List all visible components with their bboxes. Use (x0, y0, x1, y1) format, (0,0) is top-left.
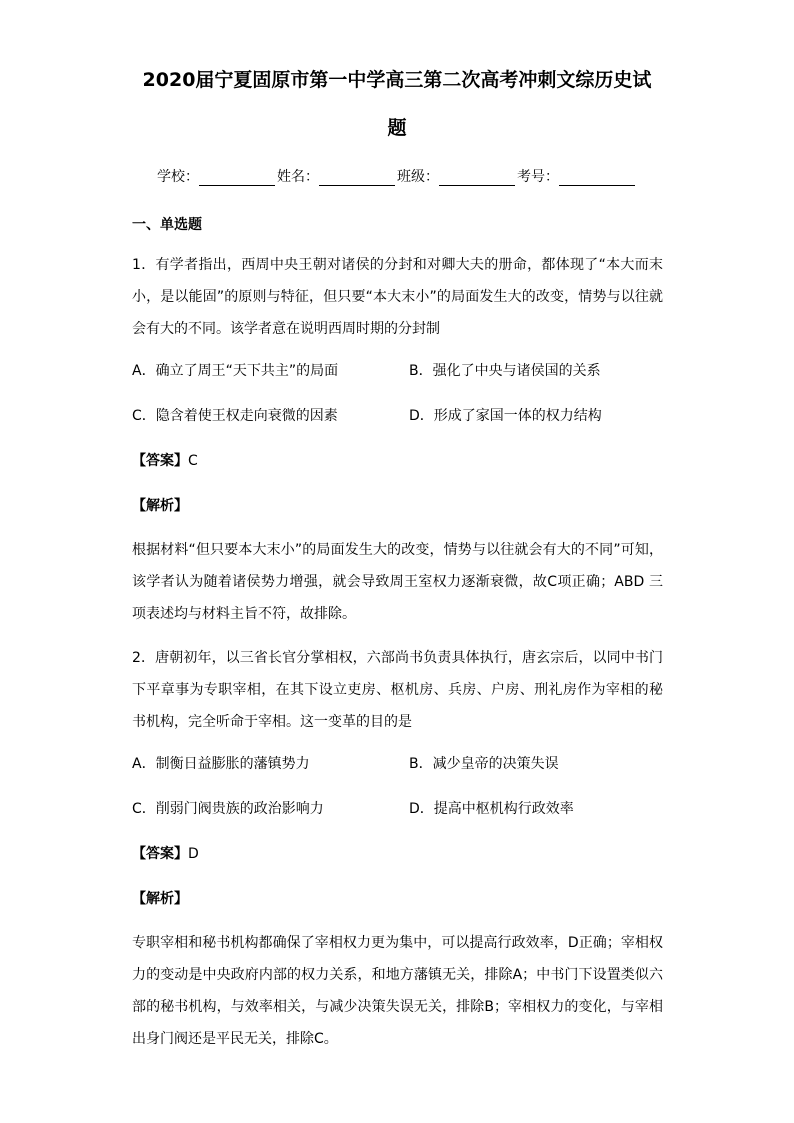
exam-title-line2: 题 (387, 117, 407, 139)
question-1-option-c: C．隐含着使王权走向衰微的因素 (132, 408, 338, 424)
number-field (517, 166, 637, 186)
number-label: 考号： (517, 169, 559, 185)
class-blank (439, 171, 515, 186)
class-label: 班级： (397, 169, 439, 185)
answer-label: 【答案】 (132, 453, 188, 469)
name-blank (319, 171, 395, 186)
question-1-stem: 1．有学者指出，西周中央王朝对诸侯的分封和对卿大夫的册命，都体现了“本大而末小，是以能固”的原则与特征，但只要“本大末小”的局面发生大的改变，情势与以往就会有大的不同。该学者意在说明西周时期的分封制 (132, 257, 663, 337)
answer-value: C (188, 453, 198, 469)
analysis-label: 【解析】 (132, 891, 188, 907)
question-1-analysis: 根据材料“但只要本大末小”的局面发生大的改变，情势与以往就会有大的不同”可知，该学者认为随着诸侯势力增强，就会导致周王室权力逐渐衰微，故C项正确；ABD 三项表述均与材料主旨不符，故排除。 (132, 542, 663, 622)
exam-title-line1: 2020届宁夏固原市第一中学高三第二次高考冲刺文综历史试 (142, 69, 652, 91)
exam-title (120, 56, 674, 152)
question-2-option-a: A．制衡日益膨胀的藩镇势力 (132, 756, 310, 772)
question-2-option-b: B．减少皇帝的决策失误 (409, 756, 559, 772)
school-field (157, 166, 277, 186)
question-1-option-b: B．强化了中央与诸侯国的关系 (409, 363, 601, 379)
analysis-label: 【解析】 (132, 498, 188, 514)
name-label: 姓名： (277, 169, 319, 185)
question-2-option-d: D．提高中枢机构行政效率 (409, 801, 574, 817)
question-2-option-c: C．削弱门阀贵族的政治影响力 (132, 801, 324, 817)
answer-value: D (188, 846, 199, 862)
student-info-row (157, 166, 637, 186)
section-title: 一、单选题 (132, 217, 202, 233)
name-field (277, 166, 397, 186)
school-blank (199, 171, 275, 186)
question-1-analysis-label (132, 496, 188, 516)
number-blank (559, 171, 635, 186)
question-2-stem: 2．唐朝初年，以三省长官分掌相权，六部尚书负责具体执行，唐玄宗后，以同中书门下平章事为专职宰相，在其下设立吏房、枢机房、兵房、户房、刑礼房作为宰相的秘书机构，完全听命于宰相。这一变革的目的是 (132, 650, 663, 730)
school-label: 学校： (157, 169, 199, 185)
question-2-analysis: 专职宰相和秘书机构都确保了宰相权力更为集中，可以提高行政效率，D正确；宰相权力的变动是中央政府内部的权力关系，和地方藩镇无关，排除A；中书门下设置类似六部的秘书机构，与效率相关，与减少决策失误无关，排除B；宰相权力的变化，与宰相出身门阀还是平民无关，排除C。 (132, 935, 663, 1047)
question-2-answer (132, 844, 199, 864)
answer-label: 【答案】 (132, 846, 188, 862)
question-1-option-d: D．形成了家国一体的权力结构 (409, 408, 602, 424)
question-1-answer (132, 451, 198, 471)
class-field (397, 166, 517, 186)
question-1-option-a: A．确立了周王“天下共主”的局面 (132, 363, 339, 379)
question-2-analysis-label (132, 889, 188, 909)
